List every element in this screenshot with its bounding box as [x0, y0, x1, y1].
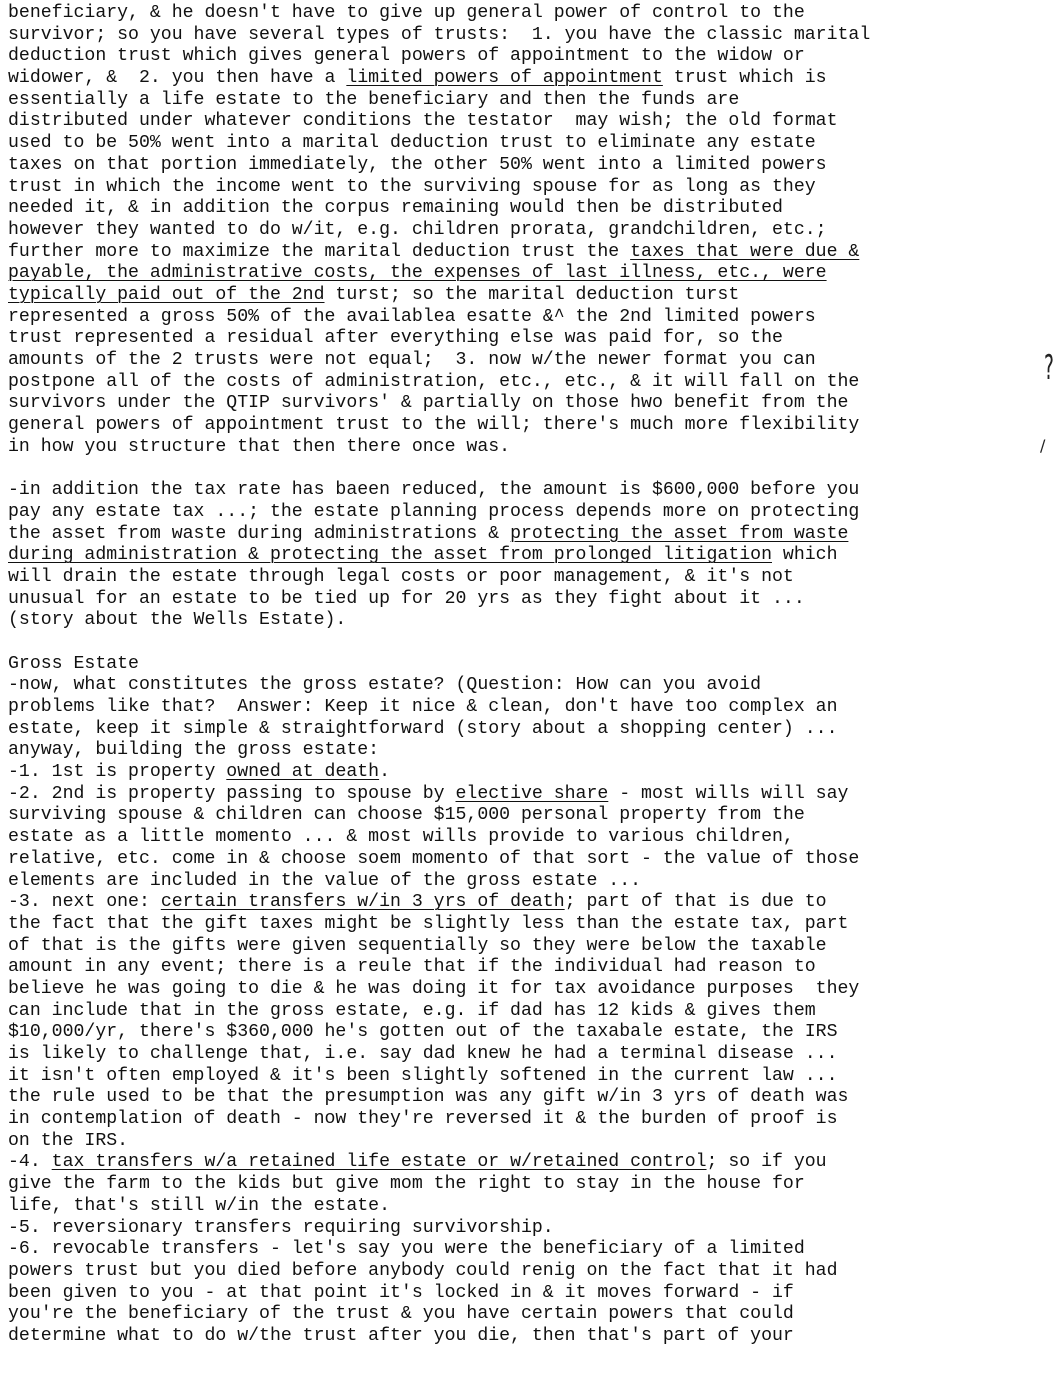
- text-line: of that is the gifts were given sequentially so they were below the taxable: [8, 935, 827, 956]
- underlined-phrase: protecting the asset from waste: [510, 523, 849, 544]
- paragraph-gap: [8, 632, 1053, 654]
- text-line: used to be 50% went into a marital deduction trust to eliminate any estate: [8, 133, 816, 154]
- text-line: -4. tax transfers w/a retained life estate or w/retained control; so if you: [8, 1152, 827, 1173]
- text-line: [8, 263, 1053, 285]
- margin-slash-mark: /: [1040, 436, 1046, 455]
- text-line: beneficiary, & he doesn't have to give up general power of control to the: [8, 3, 805, 23]
- text-line: trust represented a residual after everything else was paid for, so the: [8, 328, 783, 349]
- text-line: deduction trust which gives general powers of appointment to the widow or: [8, 46, 805, 67]
- text-line: represented a gross 50% of the availablea esatte &^ the 2nd limited powers: [8, 306, 816, 327]
- text-line: elements are included in the value of the gross estate ...: [8, 870, 642, 891]
- underlined-phrase: tax transfers w/a retained life estate or w/retained control: [51, 1152, 707, 1173]
- document-body: [8, 3, 1053, 1348]
- paragraph-gap: [8, 458, 1053, 480]
- text-line: in contemplation of death - now they're reversed it & the burden of proof is: [8, 1109, 838, 1130]
- text-line: however they wanted to do w/it, e.g. children prorata, grandchildren, etc.;: [8, 219, 827, 240]
- text-line: in how you structure that then there once was.: [8, 436, 511, 457]
- text-line: anyway, building the gross estate:: [8, 740, 380, 761]
- text-line: determine what to do w/the trust after you die, then that's part of your: [8, 1325, 794, 1346]
- text-line: survivor; so you have several types of trusts: 1. you have the classic marital: [8, 24, 871, 45]
- text-line: pay any estate tax ...; the estate planning process depends more on protecting: [8, 501, 860, 522]
- text-line: widower, & 2. you then have a limited powers of appointment trust which is: [8, 68, 827, 89]
- document-page: [8, 3, 1053, 1348]
- text-line: it isn't often employed & it's been slightly softened in the current law ...: [8, 1065, 838, 1086]
- underlined-phrase: elective share: [455, 783, 609, 804]
- text-line: unusual for an estate to be tied up for 20 yrs as they fight about it ...: [8, 588, 805, 609]
- text-line: -3. next one: certain transfers w/in 3 yrs of death; part of that is due to: [8, 892, 827, 913]
- text-line: the fact that the gift taxes might be slightly less than the estate tax, part: [8, 913, 849, 934]
- text-line: is likely to challenge that, i.e. say dad knew he had a terminal disease ...: [8, 1044, 838, 1064]
- text-line: survivors under the QTIP survivors' & partially on those hwo benefit from the: [8, 393, 849, 414]
- text-line: postpone all of the costs of administration, etc., etc., & it will fall on the: [8, 371, 860, 392]
- underlined-phrase: taxes that were due &: [630, 241, 860, 262]
- text-line: -2. 2nd is property passing to spouse by elective share - most wills will say: [8, 783, 849, 804]
- paragraph: [8, 480, 1053, 632]
- text-line: amounts of the 2 trusts were not equal; 3. now w/the newer format you can: [8, 350, 816, 370]
- text-line: $10,000/yr, there's $360,000 he's gotten out of the taxabale estate, the IRS: [8, 1022, 838, 1043]
- text-line: powers trust but you died before anybody could renig on the fact that it had: [8, 1260, 838, 1281]
- text-line: the asset from waste during administrations & protecting the asset from waste: [8, 523, 849, 544]
- text-line: can include that in the gross estate, e.g. if dad has 12 kids & gives them: [8, 1000, 816, 1021]
- text-line: -now, what constitutes the gross estate? (Question: How can you avoid: [8, 675, 762, 696]
- text-line: during administration & protecting the asset from prolonged litigation which: [8, 545, 838, 566]
- text-line: been given to you - at that point it's locked in & it moves forward - if: [8, 1282, 794, 1303]
- paragraph: [8, 654, 1053, 1348]
- underlined-phrase: owned at death: [226, 762, 380, 783]
- text-line: -1. 1st is property owned at death.: [8, 762, 391, 783]
- text-line: distributed under whatever conditions the testator may wish; the old format: [8, 111, 838, 132]
- text-line: problems like that? Answer: Keep it nice & clean, don't have too complex an: [8, 697, 838, 717]
- text-line: trust in which the income went to the surviving spouse for as long as they: [8, 176, 816, 197]
- underlined-phrase: certain transfers w/in 3 yrs of death: [160, 892, 565, 913]
- text-line: general powers of appointment trust to the will; there's much more flexibility: [8, 415, 860, 436]
- text-line: Gross Estate: [8, 653, 139, 674]
- text-line: on the IRS.: [8, 1130, 129, 1151]
- text-line: (story about the Wells Estate).: [8, 610, 347, 631]
- text-line: needed it, & in addition the corpus remaining would then be distributed: [8, 198, 783, 219]
- text-line: will drain the estate through legal costs or poor management, & it's not: [8, 566, 794, 587]
- text-line: further more to maximize the marital deduction trust the taxes that were due &: [8, 241, 860, 262]
- underlined-phrase: typically paid out of the 2nd: [8, 284, 325, 305]
- margin-bracket-mark: ?: [1044, 348, 1054, 388]
- text-line: you're the beneficiary of the trust & you have certain powers that could: [8, 1304, 794, 1325]
- underlined-phrase: during administration & protecting the asset from prolonged litigation: [8, 545, 772, 566]
- text-line: -in addition the tax rate has baeen reduced, the amount is $600,000 before you: [8, 480, 860, 501]
- text-line: amount in any event; there is a reule that if the individual had reason to: [8, 957, 816, 978]
- text-line: believe he was going to die & he was doing it for tax avoidance purposes they: [8, 978, 860, 999]
- underlined-phrase: payable, the administrative costs, the expenses of last illness, etc., were: [8, 263, 827, 284]
- text-line: typically paid out of the 2nd turst; so the marital deduction turst: [8, 284, 740, 305]
- text-line: estate as a little momento ... & most wills provide to various children,: [8, 827, 794, 848]
- text-line: relative, etc. come in & choose soem momento of that sort - the value of those: [8, 848, 860, 869]
- text-line: estate, keep it simple & straightforward (story about a shopping center) ...: [8, 718, 838, 739]
- text-line: taxes on that portion immediately, the other 50% went into a limited powers: [8, 154, 827, 175]
- paragraph: [8, 3, 1053, 458]
- underlined-phrase: limited powers of appointment: [346, 68, 663, 89]
- text-line: surviving spouse & children can choose $15,000 personal property from the: [8, 805, 805, 826]
- text-line: the rule used to be that the presumption was any gift w/in 3 yrs of death was: [8, 1087, 849, 1108]
- text-line: -6. revocable transfers - let's say you were the beneficiary of a limited: [8, 1239, 805, 1260]
- text-line: life, that's still w/in the estate.: [8, 1195, 390, 1216]
- text-line: essentially a life estate to the beneficiary and then the funds are: [8, 89, 740, 110]
- text-line: -5. reversionary transfers requiring survivorship.: [8, 1217, 554, 1238]
- text-line: give the farm to the kids but give mom the right to stay in the house for: [8, 1174, 805, 1195]
